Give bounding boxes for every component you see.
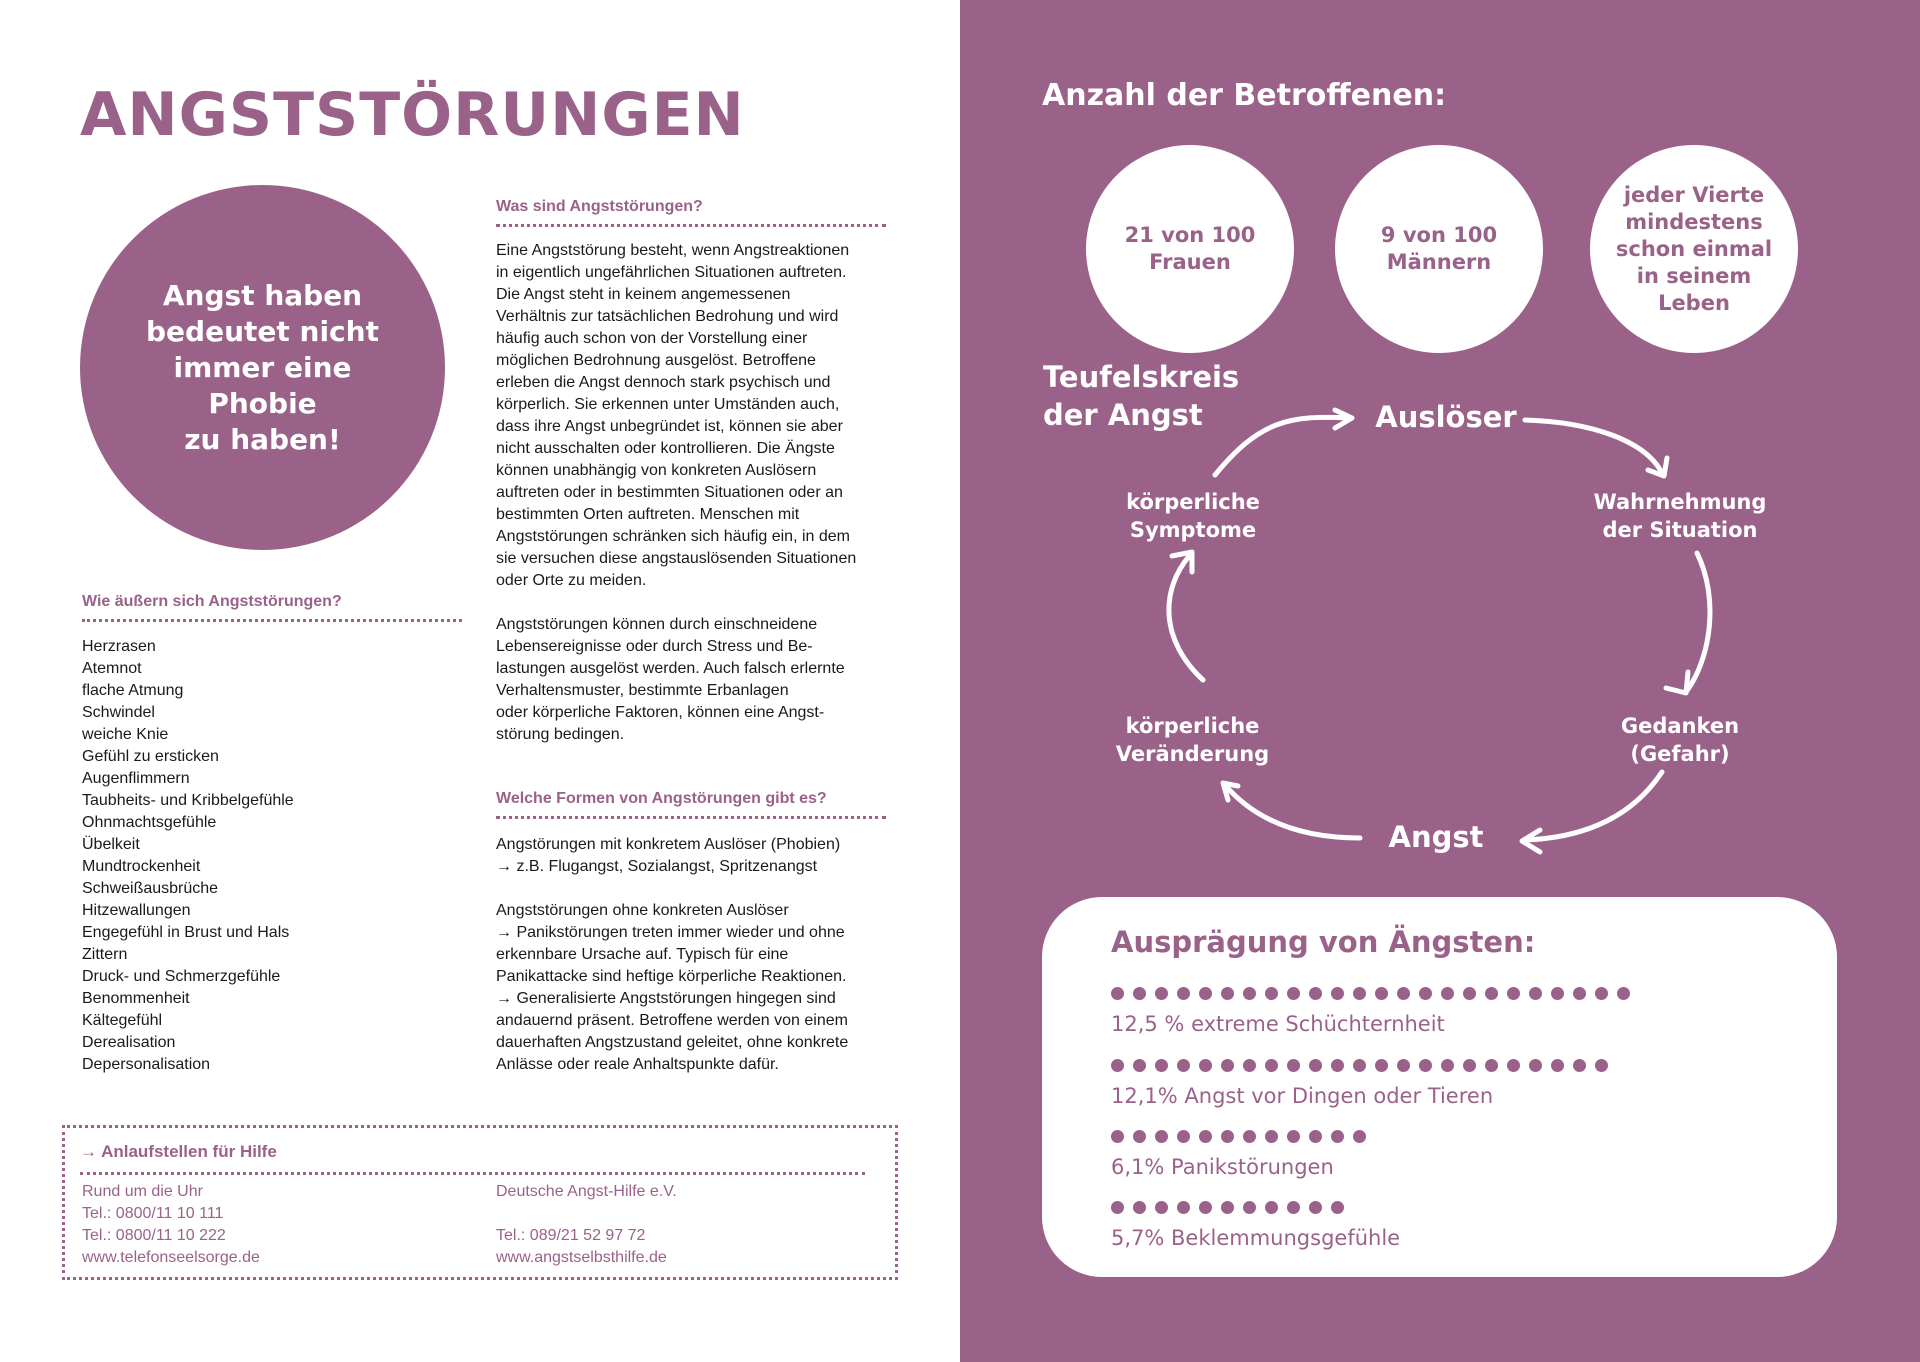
severity-dot	[1595, 1059, 1608, 1072]
severity-dot	[1155, 1130, 1168, 1143]
severity-dot	[1111, 1130, 1124, 1143]
severity-dot	[1243, 987, 1256, 1000]
severity-dot	[1133, 1201, 1146, 1214]
severity-dot	[1353, 1059, 1366, 1072]
severity-dots-3	[1111, 1130, 1366, 1143]
severity-dot	[1309, 1130, 1322, 1143]
severity-dot	[1529, 1059, 1542, 1072]
help-column-telefonseelsorge: Rund um die Uhr Tel.: 0800/11 10 111 Tel.: 0800/11 10 222 www.telefonseelsorge.de	[82, 1183, 260, 1266]
severity-dot	[1353, 987, 1366, 1000]
cycle-arrow-symptoms-to-trigger	[1215, 417, 1350, 475]
symptom-item: Mundtrockenheit	[82, 858, 201, 875]
severity-dot	[1485, 1059, 1498, 1072]
severity-dot	[1243, 1130, 1256, 1143]
cycle-arrow-body-to-symptoms	[1169, 555, 1203, 680]
severity-dot	[1199, 1059, 1212, 1072]
severity-dot	[1331, 987, 1344, 1000]
cycle-arrow-fear-to-body	[1225, 785, 1360, 838]
severity-dot	[1419, 1059, 1432, 1072]
stat-men: 9 von 100 Männern	[1380, 223, 1498, 274]
symptom-item: Herzrasen	[82, 638, 156, 655]
severity-dot	[1111, 1059, 1124, 1072]
severity-dot	[1111, 987, 1124, 1000]
what-paragraph-1: Eine Angststörung besteht, wenn Angstreaktionen in eigentlich ungefährlichen Situationen auftreten. Die Angst steht in keinem angemessenen Verhältnis zur tatsächlichen Bedrohung und wird häufig auch schon von der Vorstellung einer möglichen Bedrohnung ausgelöst. Betroffene erleben die Angst dennoch stark psychisch und körperlich. Sie erkennen unter Umständen auch, dass ihre Angst unbegründet ist, können sie aber nicht ausschalten oder kontrollieren. Die Ängste können unabhängig von konkreten Auslösern auftreten oder in bestimmten Situationen oder an bestimmten Orten auftreten. Menschen mit Angststörungen schränken sich häufig ein, in dem sie versuchen diese angstauslösenden Situationen oder Orte zu meiden.	[496, 242, 857, 589]
symptom-item: Taubheits- und Kribbelgefühle	[82, 792, 294, 809]
severity-dot	[1265, 1201, 1278, 1214]
severity-dot	[1463, 987, 1476, 1000]
severity-dot	[1331, 1201, 1344, 1214]
severity-dot	[1441, 987, 1454, 1000]
stat-lifetime: jeder Vierte mindestens schon einmal in seinem Leben	[1615, 182, 1773, 315]
severity-dots-1	[1111, 987, 1630, 1000]
symptom-item: weiche Knie	[82, 726, 169, 743]
severity-dot	[1199, 1201, 1212, 1214]
what-heading: Was sind Angststörungen?	[496, 198, 703, 215]
severity-dot	[1551, 1059, 1564, 1072]
cycle-node-perception: Wahrnehmung der Situation	[1593, 490, 1767, 542]
cycle-arrow-trigger-to-perception	[1525, 420, 1662, 473]
affected-heading: Anzahl der Betroffenen:	[1042, 78, 1447, 113]
severity-heading: Ausprägung von Ängsten:	[1111, 925, 1536, 959]
severity-dot	[1353, 1130, 1366, 1143]
severity-dot	[1133, 1130, 1146, 1143]
symptom-item: Depersonalisation	[82, 1056, 211, 1073]
severity-dot	[1221, 987, 1234, 1000]
severity-dot	[1309, 1059, 1322, 1072]
severity-dot	[1221, 1059, 1234, 1072]
cycle-node-trigger: Auslöser	[1375, 400, 1517, 434]
severity-dot	[1287, 1130, 1300, 1143]
forms-paragraph-2: Angststörungen ohne konkreten Auslöser → Panikstörungen treten immer wieder und ohne erkennbare Ursache auf. Typisch für eine Panikattacke sind heftige körperliche Reaktionen. → Generalisierte Angststörungen hingegen sind andauernd präsent. Betroffene werden von einem dauerhaften Angstzustand geleitet, ohne konkrete Anlässe oder reale Anhaltspunkte dafür.	[496, 902, 849, 1073]
severity-dots-4	[1111, 1201, 1344, 1214]
severity-dot	[1243, 1201, 1256, 1214]
severity-dot	[1155, 987, 1168, 1000]
severity-dot	[1463, 1059, 1476, 1072]
severity-dots-2	[1111, 1059, 1608, 1072]
quote-text: Angst haben bedeutet nicht immer eine Phobie zu haben!	[146, 278, 379, 456]
cycle-title: Teufelskreis der Angst	[1043, 360, 1240, 432]
arrowhead	[1666, 672, 1688, 693]
cycle-node-symptoms: körperliche Symptome	[1126, 490, 1260, 542]
symptom-item: Engegefühl in Brust und Hals	[82, 924, 290, 941]
severity-dot	[1309, 1201, 1322, 1214]
severity-dot	[1221, 1130, 1234, 1143]
severity-dot	[1397, 1059, 1410, 1072]
severity-dot	[1177, 1201, 1190, 1214]
severity-dot	[1419, 987, 1432, 1000]
cycle-node-body-change: körperliche Veränderung	[1115, 714, 1270, 766]
stat-women: 21 von 100 Frauen	[1124, 223, 1256, 274]
severity-dot	[1507, 987, 1520, 1000]
severity-dot	[1617, 987, 1630, 1000]
symptom-item: Augenflimmern	[82, 770, 190, 787]
symptom-item: Kältegefühl	[82, 1012, 163, 1029]
forms-heading: Welche Formen von Angstörungen gibt es?	[496, 790, 827, 807]
severity-dot	[1397, 987, 1410, 1000]
severity-dot	[1155, 1201, 1168, 1214]
severity-dot	[1441, 1059, 1454, 1072]
cycle-node-thoughts: Gedanken (Gefahr)	[1620, 714, 1740, 766]
severity-dot	[1573, 1059, 1586, 1072]
severity-label-4: 5,7% Beklemmungsgefühle	[1111, 1226, 1401, 1250]
help-heading: → Anlaufstellen für Hilfe	[80, 1142, 277, 1161]
severity-label-2: 12,1% Angst vor Dingen oder Tieren	[1111, 1084, 1494, 1108]
symptom-item: Schweißausbrüche	[82, 880, 219, 897]
severity-dot	[1243, 1059, 1256, 1072]
symptom-item: Benommenheit	[82, 990, 190, 1007]
symptom-item: Derealisation	[82, 1034, 176, 1051]
severity-label-1: 12,5 % extreme Schüchternheit	[1111, 1012, 1445, 1036]
severity-dot	[1331, 1059, 1344, 1072]
help-column-angsthilfe: Deutsche Angst-Hilfe e.V. Tel.: 089/21 52 97 72 www.angstselbsthilfe.de	[496, 1183, 677, 1266]
severity-dot	[1265, 1130, 1278, 1143]
symptom-item: Atemnot	[82, 660, 142, 677]
severity-dot	[1485, 987, 1498, 1000]
severity-dot	[1199, 987, 1212, 1000]
symptom-item: Übelkeit	[82, 836, 140, 853]
severity-dot	[1595, 987, 1608, 1000]
severity-dot	[1177, 1059, 1190, 1072]
severity-dot	[1507, 1059, 1520, 1072]
what-paragraph-2: Angststörungen können durch einschneidene Lebensereignisse oder durch Stress und Be- lastungen ausgelöst werden. Auch falsch erlernte Verhaltensmuster, bestimmte Erbanlagen oder körperliche Faktoren, können eine Angst- störung bedingen.	[496, 616, 845, 743]
severity-dot	[1551, 987, 1564, 1000]
symptom-item: Druck- und Schmerzgefühle	[82, 968, 281, 985]
severity-dot	[1177, 1130, 1190, 1143]
symptoms-heading: Wie äußern sich Angststörungen?	[82, 593, 342, 610]
page-title: ANGSTSTÖRUNGEN	[80, 80, 745, 150]
symptom-item: Gefühl zu ersticken	[82, 748, 219, 765]
severity-dot	[1265, 987, 1278, 1000]
severity-dot	[1265, 1059, 1278, 1072]
severity-dot	[1221, 1201, 1234, 1214]
severity-dot	[1375, 1059, 1388, 1072]
severity-dot	[1287, 987, 1300, 1000]
severity-dot	[1573, 987, 1586, 1000]
forms-paragraph-1: Angstörungen mit konkretem Auslöser (Phobien) → z.B. Flugangst, Sozialangst, Spritzenangst	[496, 836, 841, 875]
cycle-arrow-thoughts-to-fear	[1525, 772, 1662, 840]
severity-dot	[1331, 1130, 1344, 1143]
symptom-item: Ohnmachtsgefühle	[82, 814, 217, 831]
cycle-node-fear: Angst	[1388, 820, 1484, 854]
severity-dot	[1155, 1059, 1168, 1072]
severity-dot	[1133, 987, 1146, 1000]
severity-dot	[1529, 987, 1542, 1000]
severity-dot	[1111, 1201, 1124, 1214]
symptom-item: Hitzewallungen	[82, 902, 191, 919]
symptom-item: flache Atmung	[82, 682, 184, 699]
severity-dot	[1199, 1130, 1212, 1143]
severity-dot	[1375, 987, 1388, 1000]
symptom-item: Schwindel	[82, 704, 155, 721]
severity-dot	[1177, 987, 1190, 1000]
severity-label-3: 6,1% Panikstörungen	[1111, 1155, 1334, 1179]
symptom-item: Zittern	[82, 946, 128, 963]
severity-dot	[1309, 987, 1322, 1000]
severity-dot	[1133, 1059, 1146, 1072]
severity-dot	[1287, 1059, 1300, 1072]
severity-dot	[1287, 1201, 1300, 1214]
